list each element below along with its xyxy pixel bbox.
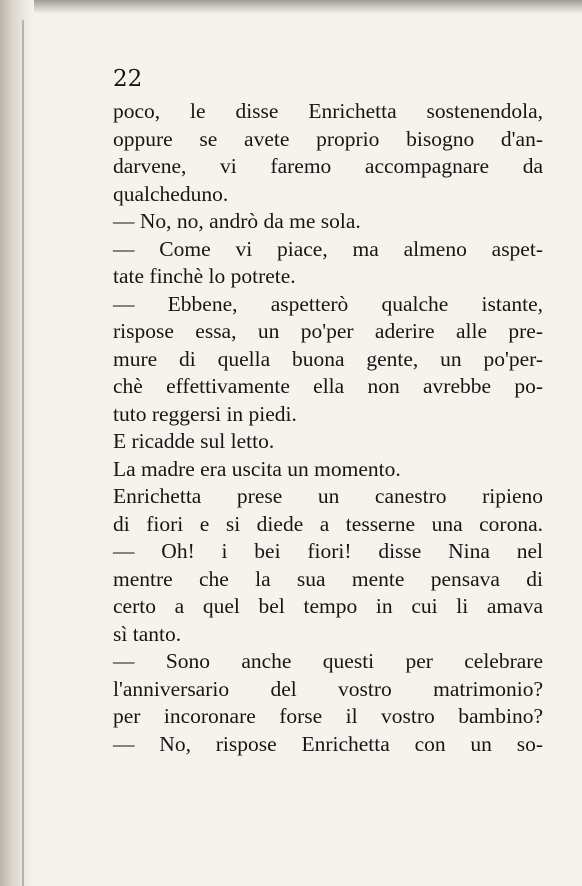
text-line: tuto reggersi in piedi. bbox=[113, 401, 297, 426]
text-line: mure di quella buona gente, un po'per- bbox=[113, 346, 543, 371]
text-line: tate finchè lo potrete. bbox=[113, 264, 296, 288]
text-line: certo a quel bel tempo in cui li amava bbox=[113, 594, 543, 618]
text-line: Enrichetta prese un canestro ripieno bbox=[113, 484, 543, 508]
text-line: — No, rispose Enrichetta con un so- bbox=[113, 731, 543, 756]
scan-top-edge bbox=[0, 0, 582, 14]
text-line: — Oh! i bei fiori! disse Nina nel bbox=[113, 539, 543, 563]
scan-gutter-shadow bbox=[0, 0, 34, 886]
text-line: darvene, vi faremo accompagnare da bbox=[113, 154, 543, 178]
text-line: — Sono anche questi per celebrare bbox=[113, 649, 543, 673]
text-line: — Ebbene, aspetterò qualche istante, bbox=[113, 291, 543, 316]
text-line: chè effettivamente ella non avrebbe po- bbox=[113, 374, 543, 398]
text-line: E ricadde sul letto. bbox=[113, 429, 275, 453]
text-line: sì tanto. bbox=[113, 621, 182, 646]
text-line: di fiori e si diede a tesserne una corona. bbox=[113, 511, 543, 536]
text-line: oppure se avete proprio bisogno d'an- bbox=[113, 126, 543, 151]
text-line: qualcheduno. bbox=[113, 181, 229, 206]
text-line: per incoronare forse il vostro bambino? bbox=[113, 704, 543, 728]
text-line: mentre che la sua mente pensava di bbox=[113, 566, 543, 591]
page-text bbox=[113, 98, 543, 758]
text-line: l'anniversario del vostro matrimonio? bbox=[113, 676, 543, 701]
text-line: rispose essa, un po'per aderire alle pre- bbox=[113, 319, 543, 343]
text-line: — Come vi piace, ma almeno aspet- bbox=[113, 236, 543, 261]
page-number: 22 bbox=[113, 66, 143, 92]
scan-gutter-line bbox=[22, 20, 24, 886]
text-line: — No, no, andrò da me sola. bbox=[113, 209, 361, 233]
text-line: La madre era uscita un momento. bbox=[113, 456, 401, 481]
text-line: poco, le disse Enrichetta sostenendola, bbox=[113, 99, 543, 123]
